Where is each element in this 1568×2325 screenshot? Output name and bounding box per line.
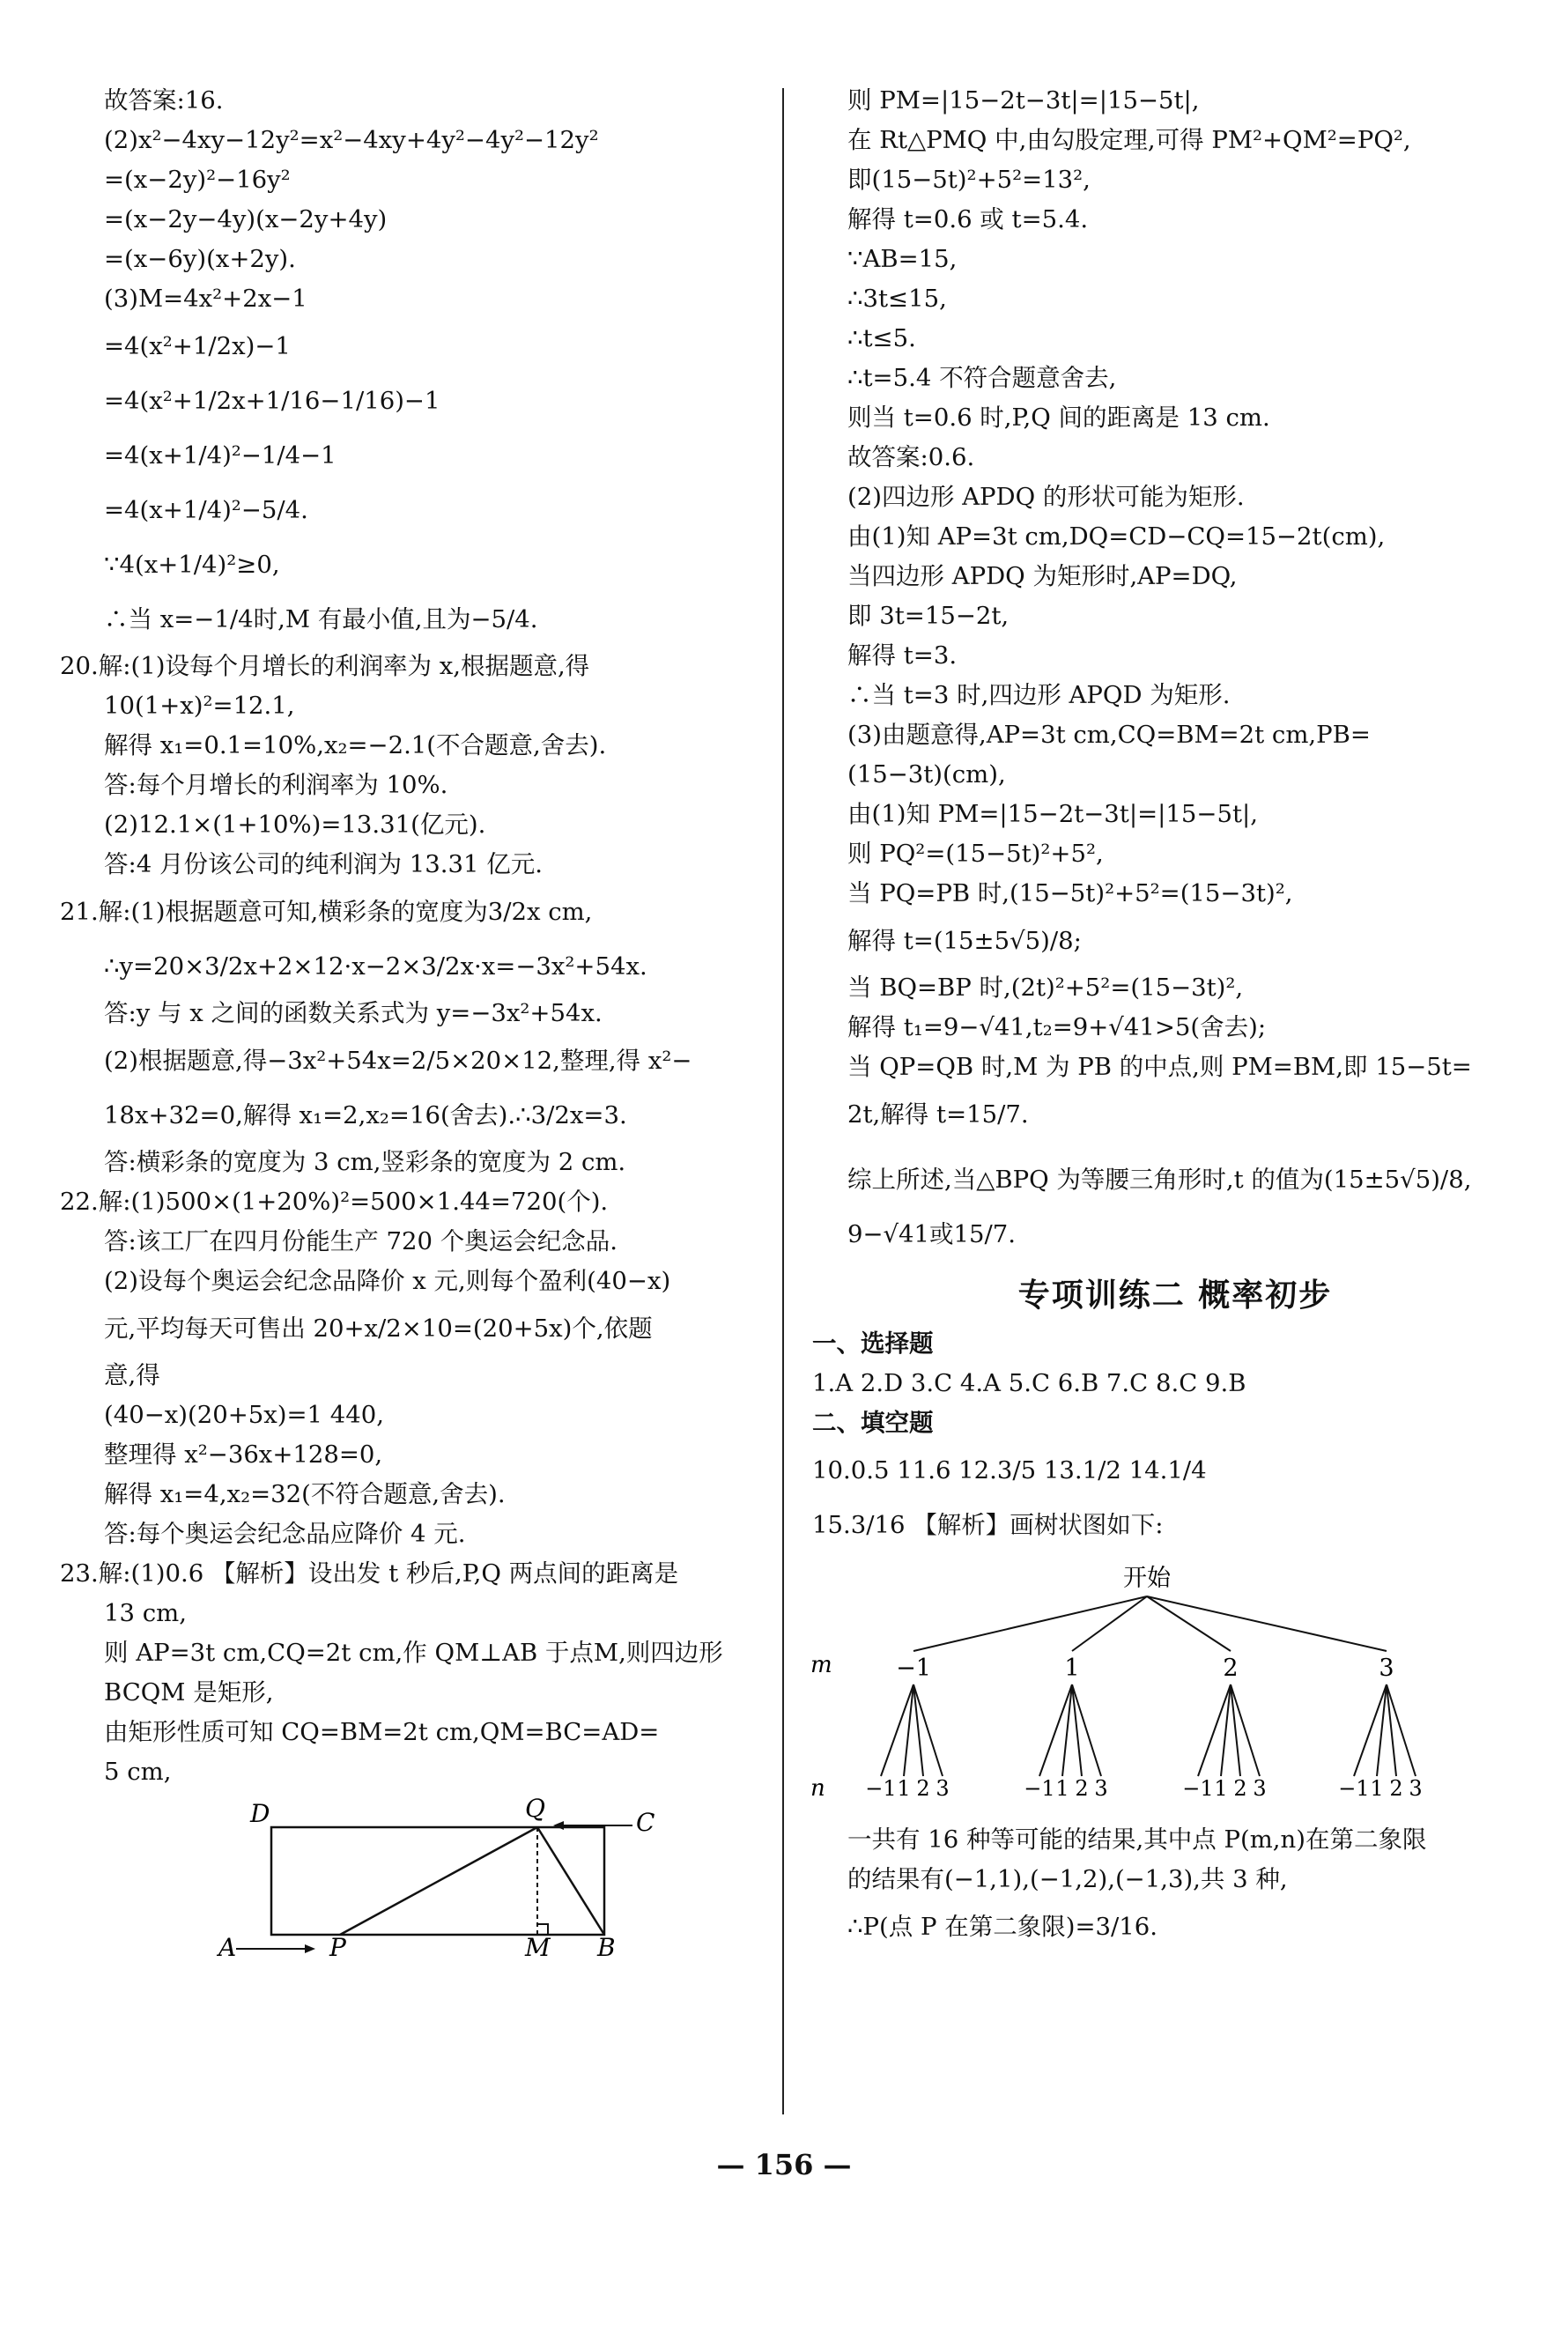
segment-qb [537,1827,604,1935]
tree-m-node: 2 [1223,1655,1239,1682]
text-line: 18x+32=0,解得 x₁=2,x₂=16(舍去).∴3/2x=3. [104,1101,627,1129]
text-line: 元,平均每天可售出 20+x/2×10=(20+5x)个,依题 [104,1314,653,1343]
text-line: ∴当 x=−1/4时,M 有最小值,且为−5/4. [104,605,538,633]
label-c: C [636,1808,655,1837]
text-line: =4(x²+1/2x)−1 [104,332,291,360]
label-a: A [218,1933,237,1962]
tree-m-node: 3 [1379,1655,1394,1682]
text-line: ∴P(点 P 在第二象限)=3/16. [847,1913,1158,1941]
text-line: 一共有 16 种等可能的结果,其中点 P(m,n)在第二象限 [847,1825,1427,1854]
text-line: (2)四边形 APDQ 的形状可能为矩形. [847,483,1245,511]
text-line: 综上所述,当△BPQ 为等腰三角形时,t 的值为(15±5√5)/8, [847,1166,1472,1194]
text-line: 故答案:0.6. [847,443,975,471]
text-line: 则 PQ²=(15−5t)²+5², [847,840,1104,868]
text-line: (2)设每个奥运会纪念品降价 x 元,则每个盈利(40−x) [104,1267,671,1295]
text-line: 答:y 与 x 之间的函数关系式为 y=−3x²+54x. [104,999,603,1027]
section-title: 专项训练二 概率初步 [1017,1277,1333,1314]
text-line: 2t,解得 t=15/7. [847,1100,1029,1129]
text-line: 解得 t=(15±5√5)/8; [847,927,1082,955]
column-divider [782,88,784,2114]
text-line: (3)M=4x²+2x−1 [104,285,307,313]
text-line: =(x−2y−4y)(x−2y+4y) [104,205,388,233]
text-line: 由(1)知 AP=3t cm,DQ=CD−CQ=15−2t(cm), [847,522,1386,551]
tree-m-label: m [810,1652,832,1678]
text-line: 答:每个月增长的利润率为 10%. [104,771,448,799]
text-line: =(x−6y)(x+2y). [104,245,296,273]
text-line: (2)根据题意,得−3x²+54x=2/5×20×12,整理,得 x²− [104,1047,692,1075]
tree-m-node: 1 [1064,1655,1080,1682]
text-line: 解得 x₁=4,x₂=32(不符合题意,舍去). [104,1480,506,1508]
text-line: ∴t=5.4 不符合题意舍去, [847,364,1117,392]
tree-edge [1147,1596,1231,1651]
tree-n-node: 3 [1253,1776,1267,1801]
tree-n-node: 2 [1075,1776,1089,1801]
text-line: 在 Rt△PMQ 中,由勾股定理,可得 PM²+QM²=PQ², [847,126,1411,154]
tree-root: 开始 [1123,1565,1171,1592]
tree-n-node: 1 [897,1776,911,1801]
text-line: 则 AP=3t cm,CQ=2t cm,作 QM⊥AB 于点M,则四边形 [104,1639,723,1667]
tree-n-node: 3 [1094,1776,1108,1801]
text-line: ∵4(x+1/4)²≥0, [104,551,280,579]
rectangle-figure [218,1794,738,1962]
tree-diagram [795,1556,1464,1820]
label-q: Q [525,1794,545,1823]
text-line: ∵AB=15, [847,245,958,273]
text-line: 10(1+x)²=12.1, [104,692,295,720]
text-line: 9−√41或15/7. [847,1220,1017,1248]
text-line: 解得 t=0.6 或 t=5.4. [847,205,1089,233]
question-22: 22.解:(1)500×(1+20%)²=500×1.44=720(个). [60,1188,609,1216]
text-line: 13 cm, [104,1599,187,1627]
text-line: (40−x)(20+5x)=1 440, [104,1401,385,1429]
label-d: D [250,1799,270,1828]
section-fill-heading: 二、填空题 [812,1409,934,1437]
text-line: (15−3t)(cm), [847,760,1006,789]
text-line: 由(1)知 PM=|15−2t−3t|=|15−5t|, [847,800,1258,828]
tree-n-node: 2 [1389,1776,1403,1801]
page-number: — 156 — [716,2148,852,2181]
label-p: P [329,1933,346,1962]
tree-n-node: −1 [1338,1776,1370,1801]
text-line: 答:该工厂在四月份能生产 720 个奥运会纪念品. [104,1227,618,1255]
choice-answers: 1.A 2.D 3.C 4.A 5.C 6.B 7.C 8.C 9.B [812,1369,1246,1397]
question-23: 23.解:(1)0.6 【解析】设出发 t 秒后,P,Q 两点间的距离是 [60,1559,679,1588]
text-line: =4(x²+1/2x+1/16−1/16)−1 [104,387,440,415]
text-line: 答:每个奥运会纪念品应降价 4 元. [104,1520,466,1548]
text-line: 的结果有(−1,1),(−1,2),(−1,3),共 3 种, [847,1865,1288,1893]
text-line: 则 PM=|15−2t−3t|=|15−5t|, [847,86,1200,115]
text-line: 整理得 x²−36x+128=0, [104,1440,383,1469]
text-line: ∴当 t=3 时,四边形 APQD 为矩形. [847,681,1231,709]
tree-n-node: −1 [1024,1776,1055,1801]
text-line: =4(x+1/4)²−5/4. [104,496,308,524]
text-line: 解得 t₁=9−√41,t₂=9+√41>5(舍去); [847,1013,1267,1041]
arrowhead-a-icon [305,1944,315,1953]
tree-n-node: 2 [1233,1776,1247,1801]
segment-pq [340,1827,537,1935]
text-line: 当 PQ=PB 时,(15−5t)²+5²=(15−3t)², [847,879,1293,907]
text-line: ∴3t≤15, [847,285,947,313]
text-line: BCQM 是矩形, [104,1678,274,1707]
text-line: 则当 t=0.6 时,P,Q 间的距离是 13 cm. [847,404,1270,432]
tree-n-node: 1 [1055,1776,1069,1801]
text-line: 解得 x₁=0.1=10%,x₂=−2.1(不合题意,舍去). [104,731,607,759]
arrowhead-c-icon [553,1821,564,1830]
text-line: ∴y=20×3/2x+2×12·x−2×3/2x·x=−3x²+54x. [104,952,647,981]
tree-n-node: 3 [1409,1776,1423,1801]
text-line: (2)12.1×(1+10%)=13.31(亿元). [104,811,486,839]
label-b: B [597,1933,616,1962]
text-line: 当 QP=QB 时,M 为 PB 的中点,则 PM=BM,即 15−5t= [847,1053,1472,1081]
text-line: 解得 t=3. [847,641,958,670]
text-line: 当 BQ=BP 时,(2t)²+5²=(15−3t)², [847,974,1244,1002]
right-column [810,81,1503,1954]
tree-n-node: −1 [1182,1776,1214,1801]
tree-n-node: 1 [1370,1776,1384,1801]
text-line: 故答案:16. [104,86,224,115]
tree-n-node: 1 [1214,1776,1228,1801]
tree-n-node: 3 [936,1776,950,1801]
question-21: 21.解:(1)根据题意可知,横彩条的宽度为3/2x cm, [60,898,593,926]
section-choice-heading: 一、选择题 [812,1329,934,1358]
text-line: 即 3t=15−2t, [847,602,1010,630]
text-line: 由矩形性质可知 CQ=BM=2t cm,QM=BC=AD= [104,1718,660,1746]
tree-edge [1147,1596,1387,1651]
text-line: 5 cm, [104,1758,172,1786]
text-line: 当四边形 APDQ 为矩形时,AP=DQ, [847,562,1238,590]
text-line: 答:4 月份该公司的纯利润为 13.31 亿元. [104,850,543,878]
question-20: 20.解:(1)设每个月增长的利润率为 x,根据题意,得 [60,652,590,680]
left-column [60,81,763,1962]
text-line: =(x−2y)²−16y² [104,166,291,194]
tree-edge [913,1596,1147,1651]
question-15: 15.3/16 【解析】画树状图如下: [812,1511,1164,1539]
text-line: 答:横彩条的宽度为 3 cm,竖彩条的宽度为 2 cm. [104,1148,626,1176]
text-line: 意,得 [104,1361,160,1389]
tree-m-node: −1 [896,1655,931,1682]
leaf-edges [881,1685,1416,1776]
text-line: (3)由题意得,AP=3t cm,CQ=BM=2t cm,PB= [847,721,1371,749]
tree-n-node: −1 [865,1776,897,1801]
text-line: =4(x+1/4)²−1/4−1 [104,441,337,470]
fill-answers: 10.0.5 11.6 12.3/5 13.1/2 14.1/4 [812,1456,1207,1485]
text-line: 即(15−5t)²+5²=13², [847,166,1091,194]
tree-n-label: n [810,1775,825,1802]
tree-n-node: 2 [916,1776,930,1801]
label-m: M [525,1933,551,1962]
text-line: (2)x²−4xy−12y²=x²−4xy+4y²−4y²−12y² [104,126,599,154]
text-line: ∴t≤5. [847,324,916,352]
